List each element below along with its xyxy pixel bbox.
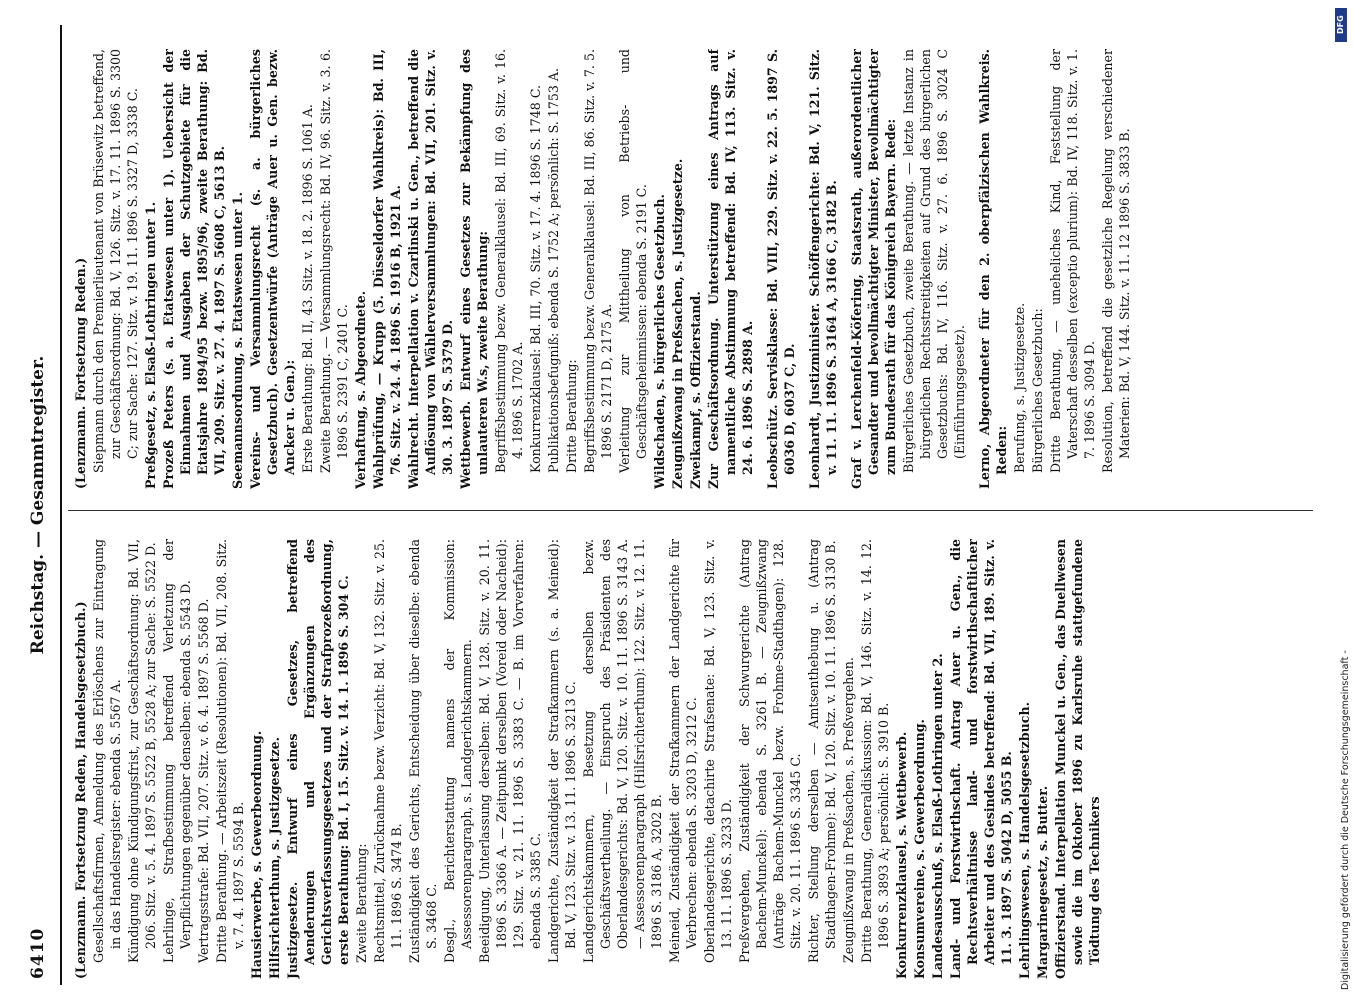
index-entry-text: Beeidigung, Unterlassung derselben: Bd. V, 128. Sitz. v. 20. 11. 1896 S. 3366 A. — Zeitpunkt derselben (Voreid oder Nacheid): 129. Sitz. v. 21. 11. 1896 S. 3383 C. — B. im Vorverfahren: ebenda S. 3385 C. <box>477 539 543 963</box>
index-entry-text: Zweikampf, s. Offizierstand. <box>688 291 703 489</box>
index-entry <box>195 539 212 979</box>
index-entry-text: Landesausschuß, s. Elsaß-Lothringen unter 2. <box>930 653 945 979</box>
index-entry-text: Dritte Berathung, Generaldiskussion: Bd. V, 146. Sitz. v. 14. 12. 1896 S. 3893 A; persönlich: S. 3910 B. <box>859 539 891 963</box>
index-entry-text: Lehrlinge, Strafbestimmung betreffend Verletzung der Verpflichtungen gegenüber denselben: ebenda S. 5543 D. <box>161 539 193 963</box>
index-entry-text: Land- und Forstwirthschaft. Antrag Auer u. Gen., die Rechtsverhältnisse land- und forstwirthschaftlicher Arbeiter und des Gesindes betreffend: Bd. VII, 189. Sitz. v. 11. 3. 1897 S. 5042 D, 5055 B. <box>948 539 1014 979</box>
index-entry-text: Erste Berathung: Bd. II, 43. Sitz. v. 18. 2. 1896 S. 1061 A. <box>300 104 315 473</box>
index-entry <box>441 539 475 979</box>
index-entry <box>651 49 668 489</box>
index-entry <box>764 49 798 489</box>
index-entry <box>213 539 247 979</box>
index-entry-text: Hausierwerbe, s. Gewerbeordnung. <box>249 730 264 979</box>
index-entry-text: Siepmann durch den Premierlieutenant von Brüsewitz betreffend, zur Geschäftsordnung: Bd. V, 126. Sitz. v. 17. 11. 1896 S. 3300 C; zur Sache: 127. Sitz. v. 19. 11. 1896 S. 3327 D, 3338 C. <box>91 49 140 473</box>
index-entry <box>299 49 316 489</box>
index-entry-text: Preßvergehen, Zuständigkeit der Schwurgerichte (Antrag Bachem-Munckel): ebenda S. 3261 B. — Zeugnißzwang (Anträge Bachem-Munckel bezw. Frohme-Stadthagen): 128. Sitz. v. 20. 11. 1896 S. 3345 C. <box>737 539 803 963</box>
index-entry-text: Konkurrenzklausel: Bd. III, 70. Sitz. v. 17. 4. 1896 S. 1748 C. <box>528 84 543 473</box>
digitization-note: Digitalisierung gefördert durch die Deutsche Forschungsgemeinschaft - <box>1340 650 1351 990</box>
index-entry-text: Kündigung ohne Kündigungsfrist, zur Geschäftsordnung: Bd. VII, 206. Sitz. v. 5. 4. 1897 S. 5522 B, 5528 A; zur Sache: S. 5522 D. <box>126 539 158 963</box>
index-entry <box>581 49 615 489</box>
index-entry-text: Verhaftung, s. Abgeordnete. <box>353 290 368 489</box>
rotated-page <box>20 25 1320 985</box>
index-entry <box>90 539 124 979</box>
index-entry <box>1029 49 1046 489</box>
header-rule <box>60 25 62 985</box>
index-entry-text: Dritte Berathung, — uneheliches Kind, Feststellung der Vaterschaft desselben (exceptio plurium): Bd. IV, 118. Sitz. v. 1. 7. 1896 S. 3094 D. <box>1048 49 1097 473</box>
index-entry-text: Zweite Berathung: <box>354 843 369 963</box>
index-entry-text: Wahlrecht. Interpellation v. Czarlinski u. Gen., betreffend die Auflösung von Wählerversammlungen: Bd. VII, 201. Sitz. v. 30. 3. 1897 S. 5379 D. <box>406 49 455 489</box>
index-entry <box>911 539 928 979</box>
index-entry-text: Hilfsrichterthum, s. Justizgesetze. <box>267 736 282 979</box>
index-entry-text: Meineid, Zuständigkeit der Strafkammern der Landgerichte für Verbrechen: ebenda S. 3203 D, 3212 C. <box>667 539 699 963</box>
index-entry <box>545 49 562 489</box>
index-entry <box>805 539 839 979</box>
index-entry <box>840 539 857 979</box>
index-entry <box>1034 539 1051 979</box>
index-entry-text: Graf v. Lerchenfeld-Köfering, Staatsrath, außerordentlicher Gesandter und bevollmächtigter Minister, Bevollmächtigter zum Bundesrath für das Königreich Bayern. Rede: <box>849 49 898 489</box>
index-entry-text: Vertragsstrafe: Bd. VII, 207. Sitz. v. 6. 4. 1897 S. 5568 D. <box>196 598 211 963</box>
index-entry <box>893 539 910 979</box>
index-entry <box>370 49 404 489</box>
index-entry-text: Konsumvereine, s. Gewerbeordnung. <box>912 719 927 979</box>
index-entry <box>580 539 665 979</box>
index-entry-text: Zeugnißzwang in Preßsachen, s. Preßvergehen. <box>841 657 856 963</box>
index-entry-text: Justizgesetze. Entwurf eines Gesetzes, betreffend Aenderungen und Ergänzungen des Gerichtsverfassungsgesetzes und der Strafprozeßordnung, erste Berathung: Bd. I, 15. Sitz. v. 14. 1. 1896 S. 304 C. <box>285 539 351 979</box>
index-entry-text: Landgerichtskammern, Besetzung derselben bezw. Geschäftsvertheilung. — Einspruch des Präsidenten des Oberlandesgerichts: Bd. V, 120. Sitz. v. 10. 11. 1896 S. 3143 A. — Assessorenparagraph (Hilfsrichterthum): 122. Sitz. v. 12. 11. 1896 S. 3186 A, 3202 B. <box>581 539 664 963</box>
index-entry-text: Oberlandesgerichte, detachirte Strafsenate: Bd. V, 123. Sitz. v. 13. 11. 1896 S. 3233 D. <box>702 539 734 963</box>
index-entry <box>527 49 544 489</box>
index-entry <box>736 539 804 979</box>
index-entry <box>1047 49 1098 489</box>
page-header <box>20 25 64 985</box>
index-entry-text: (Lenzmann. Fortsetzung Reden.) <box>73 257 88 489</box>
index-entry <box>976 49 1010 489</box>
index-entry-text: Leonhardt, Justizminister. Schöffengerichte: Bd. V, 121. Sitz. v. 11. 11. 1896 S. 3164 A, 3166 C, 3182 B. <box>807 49 839 489</box>
index-entry-text: Gesellschaftsfirmen, Anmeldung des Erlöschens zur Eintragung in das Handelsregister: ebenda S. 5567 A. <box>91 539 123 963</box>
index-entry-text: Lerno, Abgeordneter für den 2. oberpfälzischen Wahlkreis. Reden: <box>977 49 1009 489</box>
index-entry <box>848 49 899 489</box>
index-entry <box>353 539 370 979</box>
index-entry <box>1052 539 1103 979</box>
running-title: Reichstag. — Gesammtregister. <box>28 355 48 655</box>
index-entry <box>858 539 892 979</box>
index-entry <box>947 539 1015 979</box>
index-entry <box>806 49 840 489</box>
index-entry-text: Zweite Berathung. — Versammlungsrecht: Bd. IV, 96. Sitz. v. 3. 6. 1896 S. 2391 C, 2401 C. <box>318 49 350 473</box>
index-entry <box>705 49 756 489</box>
index-entry-text: Zur Geschäftsordnung. Unterstützung eines Antrags auf namentliche Abstimmung betreffend: Bd. IV, 113. Sitz. v. 24. 6. 1896 S. 2898 A. <box>706 49 755 489</box>
index-entry-text: Lehrlingswesen, s. Handelsgesetzbuch. <box>1017 702 1032 979</box>
index-entry-text: Wettbewerb. Entwurf eines Gesetzes zur Bekämpfung des unlauteren W.s, zweite Berathung: <box>458 49 490 489</box>
index-entry <box>352 49 369 489</box>
index-entry <box>701 539 735 979</box>
index-entry-text: Seemannsordnung, s. Etatswesen unter 1. <box>230 191 245 489</box>
index-entry <box>229 49 246 489</box>
index-entry <box>247 49 298 489</box>
index-entry-text: Leobschütz. Servisklasse: Bd. VIII, 229. Sitz. v. 22. 5. 1897 S. 6036 D, 6037 C, D. <box>765 49 797 489</box>
index-entry <box>1016 539 1033 979</box>
index-entry <box>72 539 89 979</box>
index-entry <box>687 49 704 489</box>
index-entry <box>492 49 526 489</box>
index-entry <box>929 539 946 979</box>
index-entry-text: Bürgerliches Gesetzbuch: <box>1030 308 1045 473</box>
index-entry <box>1011 49 1028 489</box>
index-entry-text: Verleitung zur Mittheilung von Betriebs- und Geschäftsgeheimnissen: ebenda S. 2191 C. <box>617 49 649 473</box>
index-entry <box>666 539 700 979</box>
index-entry <box>125 539 159 979</box>
index-entry <box>371 539 405 979</box>
index-entry-text: Richter, Stellung derselben — Amtsenthebung u. (Antrag Stadthagen-Frohme): Bd. V, 120. Sitz. v. 10. 11. 1896 S. 3130 B. <box>806 539 838 963</box>
index-entry <box>900 49 968 489</box>
index-entry-text: Preßgesetz, s. Elsaß-Lothringen unter 1. <box>143 201 158 489</box>
index-entry-text: Zeugnißzwang in Preßsachen, s. Justizgesetze. <box>670 158 685 489</box>
index-entry-text: Begriffsbestimmung bezw. Generalklausel: Bd. III, 86. Sitz. v. 7. 5. 1896 S. 2171 D, 2175 A. <box>582 49 614 473</box>
index-entry <box>284 539 352 979</box>
index-entry-text: Berufung, s. Justizgesetze. <box>1012 302 1027 473</box>
index-entry-text: Wildschaden, s. bürgerliches Gesetzbuch. <box>652 194 667 489</box>
index-entry <box>545 539 579 979</box>
index-entry <box>669 49 686 489</box>
index-entry <box>90 49 141 489</box>
index-entry-text: Publikationsbefugniß: ebenda S. 1752 A; persönlich: S. 1753 A. <box>546 68 561 473</box>
index-entry-text: Wahlprüfung, — Krupp (5. Düsseldorfer Wahlkreis): Bd. III, 76. Sitz. v. 24. 4. 1896 S. 1916 B, 1921 A. <box>371 49 403 489</box>
index-entry-text: Bürgerliches Gesetzbuch, zweite Berathung. — letzte Instanz in bürgerlichen Rechtsstreitigkeiten auf Grund des bürgerlichen Gesetzbuchs: Bd. IV, 116. Sitz. v. 27. 6. 1896 S. 3024 C (Einführungsgesetz). <box>901 49 967 473</box>
index-entry <box>616 49 650 489</box>
dfg-logo: DFG <box>1335 8 1347 42</box>
index-entry-text: Dritte Berathung. — Arbeitszeit (Resolutionen): Bd. VII, 208. Sitz. v. 7. 4. 1897 S. 5594 B. <box>214 539 246 963</box>
page-number: 6410 <box>28 927 48 979</box>
index-entry <box>405 49 456 489</box>
column-divider <box>68 510 1313 511</box>
index-entry-text: Vereins- und Versammlungsrecht (s. a. bürgerliches Gesetzbuch). Gesetzentwürfe (Anträge Auer u. Gen. bezw. Ancker u. Gen.): <box>248 49 297 489</box>
index-entry <box>248 539 265 979</box>
index-entry <box>457 49 491 489</box>
right-column <box>72 49 1312 489</box>
index-entry <box>266 539 283 979</box>
index-entry <box>160 49 228 489</box>
index-entry <box>317 49 351 489</box>
left-column <box>72 539 1312 979</box>
index-entry-text: Resolution, betreffend die gesetzliche Regelung verschiedener Materien: Bd. V, 144. Sitz. v. 11. 12 1896 S. 3833 B. <box>1100 49 1132 473</box>
index-entry-text: Begriffsbestimmung bezw. Generalklausel: Bd. III, 69. Sitz. v. 16. 4. 1896 S. 1702 A. <box>493 49 525 473</box>
index-entry <box>1099 49 1133 489</box>
index-entry-text: Rechtsmittel, Zurücknahme bezw. Verzicht: Bd. V, 132. Sitz. v. 25. 11. 1896 S. 3474 B. <box>372 539 404 963</box>
index-entry-text: (Lenzmann. Fortsetzung Reden, Handelsgesetzbuch.) <box>73 601 88 979</box>
index-entry-text: Dritte Berathung: <box>564 359 579 473</box>
index-entry <box>72 49 89 489</box>
index-entry-text: Zuständigkeit des Gerichts, Entscheidung über dieselbe: ebenda S. 3468 C. <box>407 539 439 963</box>
index-entry-text: Margarinegesetz, s. Butter. <box>1035 785 1050 979</box>
index-entry-text: Konkurrenzklausel, s. Wettbewerb. <box>894 731 909 979</box>
index-entry <box>160 539 194 979</box>
index-entry-text: Landgerichte, Zuständigkeit der Strafkammern (s. a. Meineid): Bd. V, 123. Sitz. v. 13. 11. 1896 S. 3213 C. <box>546 539 578 963</box>
index-entry-text: Offizierstand. Interpellation Munckel u. Gen., das Duellwesen sowie die im Oktober 1896 zu Karlsruhe stattgefundene Tödtung des Technikers <box>1053 539 1102 979</box>
index-entry <box>563 49 580 489</box>
index-entry-text: Desgl., Berichterstattung namens der Kommission: Assessorenparagraph, s. Landgerichtskammern. <box>442 539 474 963</box>
index-entry <box>406 539 440 979</box>
index-entry <box>142 49 159 489</box>
index-entry <box>476 539 544 979</box>
index-entry-text: Prozeß Peters (s. a. Etatswesen unter 1). Uebersicht der Einnahmen und Ausgaben der Schutzgebiete für die Etatsjahre 1894/95 bezw. 1895/96, zweite Berathung: Bd. VII, 209. Sitz. v. 27. 4. 1897 S. 5608 C, 5613 B. <box>161 49 227 489</box>
